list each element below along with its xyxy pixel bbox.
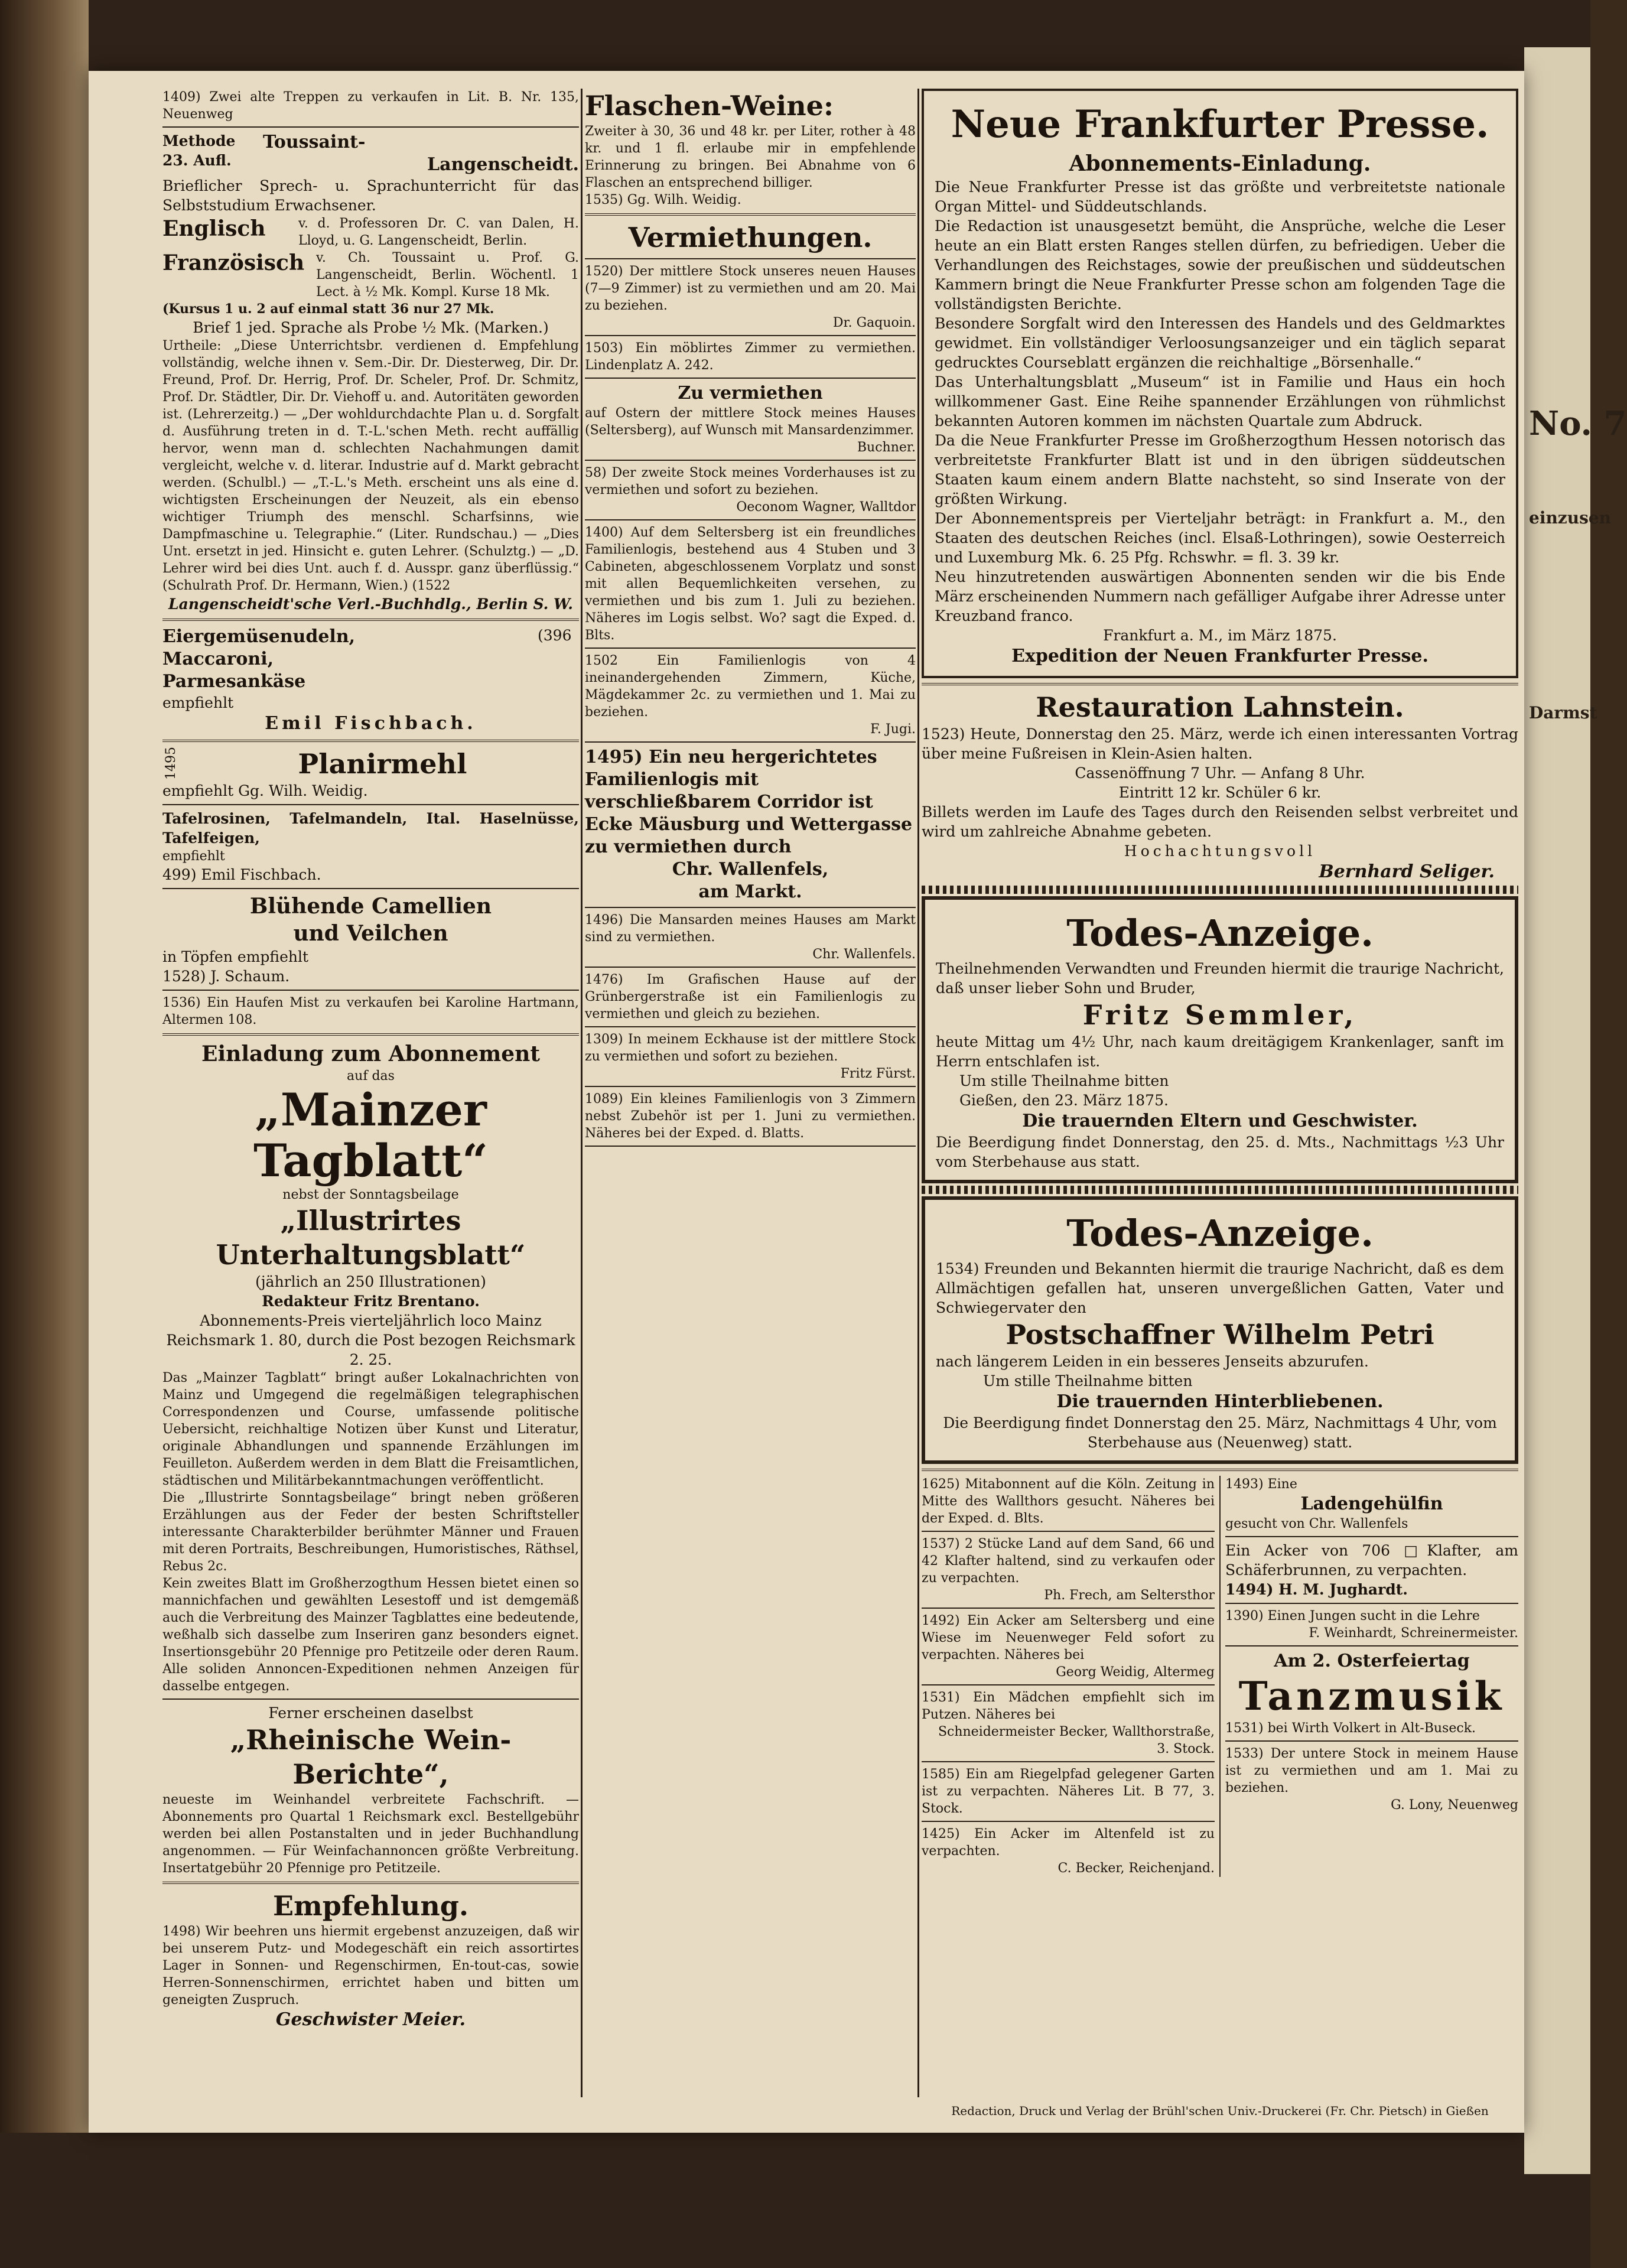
small-ads-grid [922, 1476, 1518, 1877]
tafel-signature: 499) Emil Fischbach. [162, 866, 321, 883]
verm-3: auf Ostern der mittlere Stock meines Hauses (Seltersberg), auf Wunsch mit Mansardenzimmer. [585, 406, 916, 438]
vermiethungen-heading: Vermiethungen. [628, 222, 873, 253]
imprint-footer: Redaction, Druck und Verlag der Brühl'schen Univ.-Druckerei (Fr. Chr. Pietsch) in Gießen [951, 2104, 1489, 2118]
franzoesisch-heading: Französisch [162, 250, 305, 275]
eiernudeln-heading: Eiergemüsenudeln, [162, 626, 356, 647]
flaschen-signature: 1535) Gg. Wilh. Weidig. [585, 193, 741, 207]
verm-5: 1400) Auf dem Seltersberg ist ein freundliches Familienlogis, bestehend aus 4 Stuben und 3 Cabineten, abgeschlossenem Vorplatz und sonst mit allen Bequemlichkeiten versehen, zu vermiethen und bis zum 1. Juli zu beziehen. Näheres im Logis selbst. Wo? sagt die Exped. d. Blts. [585, 525, 916, 643]
zu-vermiethen-heading: Zu vermiethen [678, 383, 823, 404]
semmler-name: Fritz Semmler, [1082, 999, 1358, 1031]
ornamental-border [922, 1186, 1518, 1194]
toussaint-label: Toussaint- [263, 132, 366, 152]
newspaper-page [89, 71, 1524, 2133]
scan-bottom-band [0, 2133, 1590, 2268]
meier-signature: Geschwister Meier. [275, 2009, 466, 2030]
petri-title: Postschaffner [1006, 1319, 1215, 1351]
small-ad-6: 1425) Ein Acker im Altenfeld ist zu verpachten. [922, 1827, 1215, 1859]
am-markt-label: am Markt. [698, 881, 802, 902]
veilchen-heading: und Veilchen [293, 921, 448, 946]
mainzer-tagblatt-title: „Mainzer Tagblatt“ [253, 1083, 488, 1187]
nfp-body-5: Da die Neue Frankfurter Presse im Großherzogthum Hessen notorisch das verbreitetste Frankfurter Blatt ist und in den übrigen süddeutschen Staaten kaum einem andern Blatte nachsteht, so sind Inserate von der größten Wirkung. [935, 432, 1505, 507]
ornamental-border [922, 886, 1518, 894]
todes-anzeige-2-signature: Die trauernden Hinterbliebenen. [1056, 1391, 1384, 1412]
todes-anzeige-petri [922, 1196, 1518, 1464]
mist-ad: 1536) Ein Haufen Mist zu verkaufen bei Karoline Hartmann, Altermen 108. [162, 995, 579, 1027]
adjacent-page-word-2: Darmst [1529, 703, 1597, 723]
nfp-ad-box [922, 89, 1518, 678]
langenscheidt-label: Langenscheidt. [427, 154, 579, 175]
small-ad-4: 1531) Ein Mädchen empfiehlt sich im Putzen. Näheres bei [922, 1690, 1215, 1722]
small-ad-1: 1625) Mitabonnent auf die Köln. Zeitung in Mitte des Wallthors gesucht. Näheres bei der Exped. d. Blts. [922, 1477, 1215, 1526]
nfp-body-2: Die Redaction ist unausgesetzt bemüht, die Ansprüche, welche die Leser heute an ein Blatt ersten Ranges stellen dürfen, zu befriedigen. Ueber die Verhandlungen des Reichstages, sowie der preußischen und süddeutschen Kammern bringt die Neue Frankfurter Presse schon am folgenden Tage die vollständigsten Berichte. [935, 217, 1505, 313]
todes-anzeige-1-date: Gießen, den 23. März 1875. [959, 1092, 1169, 1109]
verm-7: Ein neu hergerichtetes Familienlogis mit verschließbarem Corridor ist Ecke Mäusburg und Wettergasse zu vermiethen durch [585, 747, 913, 857]
seliger-signature: Bernhard Seliger. [1319, 861, 1495, 882]
englisch-authors: v. d. Professoren Dr. C. van Dalen, H. Lloyd, u. G. Langenscheidt, Berlin. [298, 216, 579, 248]
adjacent-page-word: einzusen [1529, 508, 1612, 528]
flaschen-heading: Flaschen-Weine: [585, 90, 834, 122]
mainzer-body-3: Kein zweites Blatt im Großherzogthum Hessen bietet einen so mannichfachen und gewählten Lesestoff und ist demgemäß auch die Verbreitung des Mainzer Tagblattes eine bedeutende, weßhalb sich dasselbe zum Inseriren ganz besonders eignet. Insertionsgebühr 20 Pfennige pro Petitzeile oder deren Raum. Alle soliden Annoncen-Expeditionen nehmen Anzeigen für dasselbe entgegen. [162, 1576, 579, 1694]
right-ad-1-signature: gesucht von Chr. Wallenfels [1225, 1517, 1408, 1531]
tanzmusik-heading: Tanzmusik [1238, 1673, 1505, 1719]
restauration-body-2: Billets werden im Laufe des Tages durch den Reisenden selbst verbreitet und wird um zahlreiche Abnahme gebeten. [922, 803, 1518, 840]
maccaroni-heading: Maccaroni, [162, 649, 274, 669]
todes-anzeige-1-signature: Die trauernden Eltern und Geschwister. [1022, 1111, 1418, 1131]
aufdas-label: auf das [347, 1069, 395, 1083]
verm-1-signature: Dr. Gaquoin. [832, 315, 916, 330]
fischbach-signature: Emil Fischbach. [265, 713, 477, 734]
adjacent-page-number: No. 7 [1529, 404, 1627, 443]
right-ad-4-signature: G. Lony, Neuenweg [1391, 1798, 1518, 1813]
column-1 [162, 89, 579, 2031]
todes-anzeige-1-bitte: Um stille Theilnahme bitten [959, 1072, 1169, 1089]
planirmehl-heading: Planirmehl [298, 748, 467, 780]
flaschen-body: Zweiter à 30, 36 und 48 kr. per Liter, rother à 48 kr. und 1 fl. erlaube mir in empfehlende Erinnerung zu bringen. Bei Abnahme von 6 Flaschen an entsprechend billiger. [585, 124, 916, 190]
verm-6: 1502 Ein Familienlogis von 4 ineinandergehenden Zimmern, Küche, Mägdekammer 2c. zu vermiethen und 1. Mai zu beziehen. [585, 653, 916, 720]
ladengehuelfin-heading: Ladengehülfin [1300, 1493, 1443, 1514]
preis-text: Abonnements-Preis vierteljährlich loco Mainz Reichsmark 1. 80, durch die Post bezogen Reichsmark 2. 25. [166, 1312, 575, 1368]
todes-anzeige-1-burial: Die Beerdigung findet Donnerstag, den 25. d. Mts., Nachmittags ½3 Uhr vom Sterbehause aus statt. [936, 1134, 1504, 1170]
restauration-heading: Restauration Lahnstein. [1036, 691, 1404, 723]
wallenfels-signature: Chr. Wallenfels, [672, 859, 829, 880]
illustrirtes-title: „Illustrirtes Unterhaltungsblatt“ [216, 1205, 526, 1271]
empfiehlt-label: empfiehlt [162, 694, 234, 711]
column-rule [581, 89, 583, 2097]
hochachtungsvoll: Hochachtungsvoll [1124, 842, 1316, 860]
small-ad-2-signature: Ph. Frech, am Seltersthor [1044, 1588, 1215, 1603]
column-3 [922, 89, 1518, 1877]
small-ad-4-signature: Schneidermeister Becker, Wallthorstraße, 3. Stock. [938, 1724, 1215, 1756]
small-ad-6-signature: C. Becker, Reichenjand. [1057, 1861, 1215, 1876]
verm-11: 1089) Ein kleines Familienlogis von 3 Zimmern nebst Zubehör ist per 1. Juni zu vermiethen. Näheres bei der Exped. d. Blatts. [585, 1092, 916, 1141]
restauration-times: Cassenöffnung 7 Uhr. — Anfang 8 Uhr. [1075, 764, 1365, 782]
scan-top-band [0, 0, 1590, 71]
verm-10: 1309) In meinem Eckhause ist der mittlere Stock zu vermiethen und sofort zu beziehen. [585, 1032, 916, 1064]
nfp-title: Neue Frankfurter Presse. [951, 102, 1489, 147]
nfp-date: Frankfurt a. M., im März 1875. [1103, 627, 1337, 644]
nfp-body-6: Der Abonnementspreis per Vierteljahr beträgt: in Frankfurt a. M., den Staaten des deutschen Reiches (incl. Elsaß-Lothringen), sowie Oesterreich und Luxemburg Mk. 6. 25 Pfg. Rchswhr. = fl. 3. 39 kr. [935, 510, 1505, 566]
verm-8-signature: Chr. Wallenfels. [812, 947, 916, 962]
todes-anzeige-2-body-2: nach längerem Leiden in ein besseres Jenseits abzurufen. [936, 1353, 1369, 1370]
tafel-empfiehlt: empfiehlt [162, 849, 225, 864]
todes-anzeige-1-body: Theilnehmenden Verwandten und Freunden hiermit die traurige Nachricht, daß unser lieber Sohn und Bruder, [936, 960, 1504, 997]
todes-anzeige-1-heading: Todes-Anzeige. [1066, 912, 1374, 955]
empfehlung-heading: Empfehlung. [273, 1890, 468, 1922]
nfp-abo-heading: Abonnements-Einladung. [1069, 151, 1371, 176]
methode-label: Methode [162, 132, 236, 149]
column-2 [585, 89, 916, 1150]
ad-treppen: 1409) Zwei alte Treppen zu verkaufen in Lit. B. Nr. 135, Neuenweg [162, 90, 579, 122]
englisch-heading: Englisch [162, 216, 266, 241]
mainzer-body-2: Die „Illustrirte Sonntagsbeilage“ bringt neben größeren Erzählungen aus der Feder der besten Schriftsteller interessante Charakterbilder berühmter Männer und Frauen mit deren Portraits, Beschreibungen, Humoristisches, Räthsel, Rebus 2c. [162, 1491, 579, 1574]
todes-anzeige-2-body: 1534) Freunden und Bekannten hiermit die traurige Nachricht, daß es dem Allmächtigen gefallen hat, unseren unvergeßlichen Gatten, Vater und Schwiegervater den [936, 1260, 1504, 1316]
verm-2: 1503) Ein möblirtes Zimmer zu vermiethen. Lindenplatz A. 242. [585, 341, 916, 373]
redakteur-line: Redakteur Fritz Brentano. [262, 1293, 480, 1310]
sonntagsbeilage-label: nebst der Sonntagsbeilage [282, 1187, 459, 1202]
eiernudeln-number: (396 [538, 627, 572, 644]
mainzer-body-1: Das „Mainzer Tagblatt“ bringt außer Lokalnachrichten von Mainz und Umgegend die regelmäßigen telegraphischen Correspondenzen und Course, umfassende politische Uebersicht, reichhaltige Notizen über Kunst und Literatur, originale Abhandlungen und spannende Erzählungen im Feuilleton. Außerdem werden in dem Blatt die Freisamtlichen, städtischen und Militärbekanntmachungen veröffentlicht. [162, 1371, 579, 1488]
restauration-price: Eintritt 12 kr. Schüler 6 kr. [1118, 784, 1322, 801]
langenscheidt-ad [162, 131, 579, 176]
todes-anzeige-2-bitte: Um stille Theilnahme bitten [983, 1372, 1193, 1390]
small-ad-3-signature: Georg Weidig, Altermeg [1056, 1665, 1215, 1680]
urtheile-text: Urtheile: „Diese Unterrichtsbr. verdienen d. Empfehlung vollständig, welche ihnen v. Sem.-Dir. Dr. Diesterweg, Dir. Dr. Freund, Prof. Dr. Herrig, Prof. Dr. Scheler, Prof. Dr. Schmitz, Prof. Dr. Städtler, Dir. Dr. Viehoff u. and. Autoritäten geworden ist. (Lehrerzeitg.) — „Der wohldurchdachte Plan u. d. Sorgfalt d. Ausführung treten in d. T.-L.'schen Meth. recht auffällig hervor, wenn man d. schlechten Nachahmungen damit vergleicht, welche v. d. literar. Industrie auf d. Markt gebracht werden. (Schulbl.) — „T.-L.'s Meth. erscheint uns als eine d. wichtigsten Erscheinungen der Neuzeit, als ein ebenso wichtiger Triumph des menschl. Scharfsinns, wie Dampfmaschine u. Telegraphie.“ (Liter. Rundschau.) — „Dies Unt. ersetzt in jed. Hinsicht e. guten Lehrer. (Schulztg.) — „D. Lehrer wird bei dies Unt. auch f. d. Ausspr. ganz überflüssig.“ (Schulrath Prof. Dr. Hermann, Wien.) (1522 [162, 339, 579, 593]
einladung-heading: Einladung zum Abonnement [201, 1042, 540, 1066]
nfp-body-7: Neu hinzutretenden auswärtigen Abonnenten senden wir die bis Ende März erscheinenden Nummern nach gefälliger Aufgabe ihrer Adresse unter Kreuzband franco. [935, 568, 1505, 624]
brieflicher-text: Brieflicher Sprech- u. Sprachunterricht für das Selbststudium Erwachsener. [162, 177, 579, 214]
small-ad-5: 1585) Ein am Riegelpfad gelegener Garten ist zu verpachten. Näheres Lit. B 77, 3. Stock. [922, 1767, 1215, 1816]
verm-1: 1520) Der mittlere Stock unseres neuen Hauses (7—9 Zimmer) ist zu vermiethen und am 20. Mai zu beziehen. [585, 264, 916, 313]
ferner-label: Ferner erscheinen daselbst [268, 1704, 473, 1722]
tanzmusik-signature: 1531) bei Wirth Volkert in Alt-Buseck. [1225, 1721, 1476, 1736]
right-ad-2: Ein Acker von 706 □Klafter, am Schäferbrunnen, zu verpachten. [1225, 1542, 1518, 1579]
nfp-signature: Expedition der Neuen Frankfurter Presse. [1011, 646, 1428, 666]
parmesan-heading: Parmesankäse [162, 671, 306, 692]
illustrationen-label: (jährlich an 250 Illustrationen) [255, 1273, 486, 1290]
binding-edge [0, 0, 89, 2268]
verm-3-signature: Buchner. [857, 440, 916, 455]
right-ad-3-signature: F. Weinhardt, Schreinermeister. [1309, 1626, 1518, 1641]
todes-anzeige-1-body-2: heute Mittag um 4½ Uhr, nach kaum dreitägigem Krankenlager, sanft im Herrn entschlafen ist. [936, 1033, 1504, 1070]
probe-text: Brief 1 jed. Sprache als Probe ½ Mk. (Marken.) [193, 319, 549, 336]
planirmehl-number: 1495 [164, 747, 178, 780]
planirmehl-signature: empfiehlt Gg. Wilh. Weidig. [162, 782, 368, 799]
verm-4: 58) Der zweite Stock meines Vorderhauses ist zu vermiethen und sofort zu beziehen. [585, 466, 916, 497]
todes-anzeige-semmler [922, 896, 1518, 1183]
camellien-text: in Töpfen empfiehlt [162, 948, 309, 965]
right-ad-1-number: 1493) Eine [1225, 1477, 1297, 1492]
nfp-body-4: Das Unterhaltungsblatt „Museum“ ist in Familie und Haus ein hoch willkommener Gast. Eine Reihe spannender Erzählungen von rühmlichst bekannten Autoren kommen im nächsten Quartale zum Abdruck. [935, 373, 1505, 429]
verlag-line: Langenscheidt'sche Verl.-Buchhdlg., Berlin S. W. [168, 596, 573, 613]
verm-6-signature: F. Jugi. [870, 722, 916, 737]
nfp-body-3: Besondere Sorgfalt wird den Interessen des Handels und des Geldmarktes gewidmet. Ein vollständiger Verloosungsanzeiger und ein täglich separat gedrucktes Courseblatt ergänzen die reichhaltige „Börsenhalle.“ [935, 315, 1505, 371]
verm-7-number: 1495) [585, 747, 643, 767]
nfp-body-1: Die Neue Frankfurter Presse ist das größte und verbreitetste nationale Organ Mittel- und Süddeutschlands. [935, 178, 1505, 215]
weinberichte-body: neueste im Weinhandel verbreitete Fachschrift. — Abonnements pro Quartal 1 Reichsmark excl. Bestellgebühr werden bei allen Postanstalten und in jeder Buchhandlung angenommen. — Für Weinfachannoncen größte Verbreitung. Insertatgebühr 20 Pfennige pro Petitzeile. [162, 1792, 579, 1876]
petri-name: Wilhelm Petri [1223, 1319, 1434, 1351]
osterfeiertag-heading: Am 2. Osterfeiertag [1274, 1651, 1470, 1671]
verm-4-signature: Oeconom Wagner, Walltdor [736, 500, 916, 515]
empfehlung-body: 1498) Wir beehren uns hiermit ergebenst anzuzeigen, daß wir bei unserem Putz- und Modegeschäft ein reich assortirtes Lager in Sonnen- und Regenschirmen, En-tout-cas, sowie Herren-Sonnenschirmen, errichtet haben und bitten um geneigten Zuspruch. [162, 1924, 579, 2007]
small-ad-2: 1537) 2 Stücke Land auf dem Sand, 66 und 42 Klafter haltend, sind zu verkaufen oder zu verpachten. [922, 1537, 1215, 1586]
camellien-signature: 1528) J. Schaum. [162, 968, 290, 985]
tafel-heading: Tafelrosinen, Tafelmandeln, Ital. Haselnüsse, Tafelfeigen, [162, 810, 579, 847]
right-ad-4: 1533) Der untere Stock in meinem Hause ist zu vermiethen und am 1. Mai zu beziehen. [1225, 1746, 1518, 1795]
franzoesisch-authors: v. Ch. Toussaint u. Prof. G. Langenscheidt, Berlin. Wöchentl. 1 Lect. à ½ Mk. Kompl. Kurse 18 Mk. [316, 250, 579, 300]
weinberichte-title: „Rheinische Wein-Berichte“, [230, 1724, 512, 1790]
todes-anzeige-2-heading: Todes-Anzeige. [1066, 1212, 1374, 1255]
right-ad-3: 1390) Einen Jungen sucht in die Lehre [1225, 1609, 1480, 1623]
small-ad-3: 1492) Ein Acker am Seltersberg und eine Wiese im Neuenweger Feld sofort zu verpachten. Näheres bei [922, 1613, 1215, 1662]
adjacent-page-fragment [1524, 47, 1627, 2174]
verm-10-signature: Fritz Fürst. [840, 1066, 916, 1081]
verm-8: 1496) Die Mansarden meines Hauses am Markt sind zu vermiethen. [585, 913, 916, 945]
restauration-body: 1523) Heute, Donnerstag den 25. März, werde ich einen interessanten Vortrag über meine Fußreisen in Klein-Asien halten. [922, 725, 1518, 762]
kursus-text: (Kursus 1 u. 2 auf einmal statt 36 nur 27 Mk. [162, 301, 494, 317]
verm-9: 1476) Im Grafischen Hause auf der Grünbergerstraße ist ein Familienlogis zu vermiethen und gleich zu beziehen. [585, 972, 916, 1021]
todes-anzeige-2-burial: Die Beerdigung findet Donnerstag den 25. März, Nachmittags 4 Uhr, vom Sterbehause aus (Neuenweg) statt. [943, 1414, 1497, 1451]
column-rule [917, 89, 919, 2097]
right-ad-2-signature: 1494) H. M. Jughardt. [1225, 1581, 1408, 1598]
auflage-label: 23. Aufl. [162, 152, 232, 169]
camellien-heading: Blühende Camellien [249, 894, 492, 919]
